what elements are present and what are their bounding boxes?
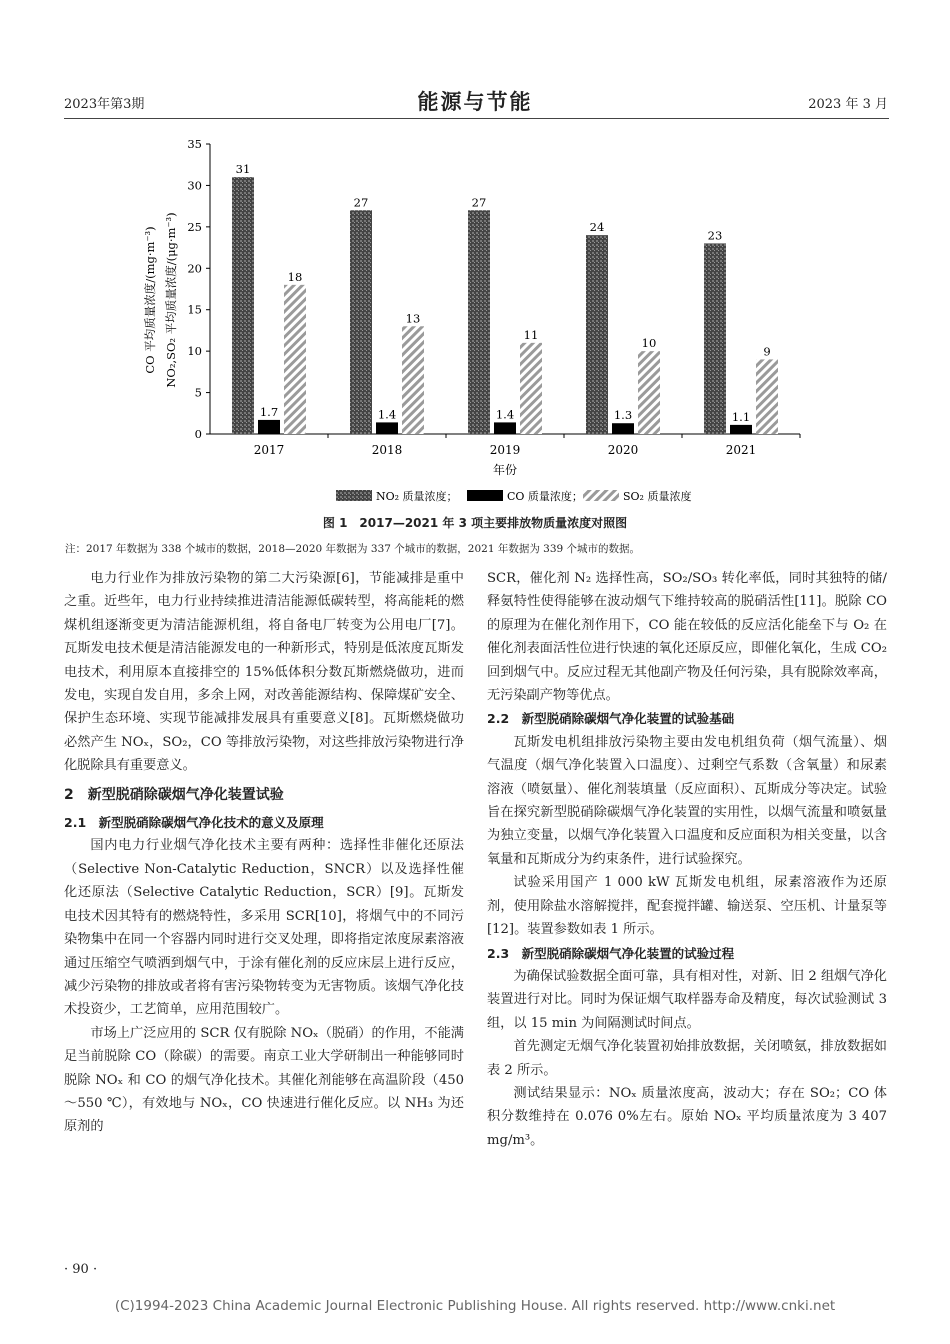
legend-swatch-co [467,490,503,501]
data-label: 1.3 [613,408,633,423]
figure-caption: 图 1 2017—2021 年 3 项主要排放物质量浓度对照图 [322,516,628,530]
journal-title: 能源与节能 [417,89,533,114]
legend-swatch-so2 [583,490,619,501]
y-tick-label: 30 [187,178,202,193]
subsection-heading: 2.1 新型脱硝除碳烟气净化技术的意义及原理 [64,815,324,831]
bar-so2 [638,351,660,434]
paragraph: 首先测定无烟气净化装置初始排放数据，关闭喷氨，排放数据如表 2 所示。 [487,1039,887,1078]
section-heading: 2 新型脱硝除碳烟气净化装置试验 [64,786,284,803]
y-tick-label: 10 [187,344,202,359]
bar-so2 [284,285,306,434]
data-label: 18 [287,269,303,284]
paragraph: SCR，催化剂 N₂ 选择性高，SO₂/SO₃ 转化率低，同时其独特的储/释氨特性使得能够在波动烟气下维持较高的脱硝活性[11]。脱除 CO 的原理为在催化剂作用下，CO 能在较低的反应活化能垒下与 O₂ 在催化剂表面活性位进行快速的氧化还原反应，即催化氧化，生成 CO₂ 回到烟气中。反应过程无其他副产物及任何污染，具有脱除效率高，无污染副产物等优点。 [487,571,887,704]
y-tick-label: 35 [187,137,202,151]
y-tick-label: 20 [187,261,202,276]
y-tick-label: 25 [187,219,202,234]
data-label: 1.1 [731,409,751,424]
legend-label-co: CO 质量浓度； [507,490,583,503]
legend-label-so2: SO₂ 质量浓度 [623,490,692,503]
subsection-heading: 2.3 新型脱硝除碳烟气净化装置的试验过程 [487,945,735,961]
legend-swatch-no2 [336,490,372,501]
data-label: 11 [523,327,539,342]
bar-no2 [468,210,490,434]
data-label: 1.7 [259,404,279,419]
data-label: 27 [471,195,487,210]
bar-so2 [402,326,424,434]
bar-no2 [350,210,372,434]
bar-no2 [586,235,608,434]
bar-co [494,422,516,434]
bar-co [376,422,398,434]
data-label: 27 [353,195,369,210]
paragraph: 国内电力行业烟气净化技术主要有两种：选择性非催化还原法（Selective Non-Catalytic Reduction，SNCR）以及选择性催化还原法（Selective Catalytic Reduction，SCR）[9]。瓦斯发电技术因其特有的燃烧特性，多采用 SCR[10]，将烟气中的不同污染物集中在同一个容器内同时进行交叉处理，即将指定浓度尿素溶液通过压缩空气喷洒到烟气中，于涂有催化剂的反应床层上进行反应，减少污染物的排放或者将有害污染物转变为无害物质。该烟气净化技术投资少，工艺简单，应用范围较广。 [64,838,464,1018]
x-tick-label: 2021 [725,443,757,457]
bar-no2 [232,177,254,434]
data-label: 31 [235,162,251,177]
data-label: 9 [763,344,771,359]
data-label: 13 [405,311,421,326]
bar-chart [0,0,950,510]
y-axis-label-co: CO 平均质量浓度/(mg·m⁻³) [143,226,157,374]
y-tick-label: 5 [194,385,202,400]
left-column [64,567,464,1139]
data-label: 10 [641,336,657,351]
x-tick-label: 2019 [489,443,521,457]
bar-no2 [704,243,726,434]
paragraph: 试验采用国产 1 000 kW 瓦斯发电机组，尿素溶液作为还原剂，使用除盐水溶解搅拌，配套搅拌罐、输送泵、空压机、计量泵等[12]。装置参数如表 1 所示。 [487,875,887,938]
paragraph: 市场上广泛应用的 SCR 仅有脱除 NOₓ（脱硝）的作用，不能满足当前脱除 CO（除碳）的需要。南京工业大学研制出一种能够同时脱除 NOₓ 和 CO 的烟气净化技术。其催化剂能够在高温阶段（450～550 ℃），有效地与 NOₓ，CO 快速进行催化反应。以 NH₃ 为还原剂的 [64,1025,464,1135]
legend [336,489,691,503]
bar-co [258,420,280,434]
page-number: · 90 · [64,1262,98,1277]
data-label: 24 [589,220,605,235]
right-column [487,567,887,1152]
paragraph: 瓦斯发电机组排放污染物主要由发电机组负荷（烟气流量）、烟气温度（烟气净化装置入口温度）、过剩空气系数（含氧量）和尿素溶液（喷氨量）、催化剂装填量（反应面积）、瓦斯成分等决定。试验旨在探究新型脱硝除碳烟气净化装置的实用性，以烟气流量和喷氨量为独立变量，以烟气净化装置入口温度和反应面积为相关变量，以含氧量和瓦斯成分为约束条件，进行试验探究。 [487,734,887,867]
y-tick-label: 0 [194,427,202,441]
data-label: 1.4 [377,407,397,422]
bar-so2 [520,343,542,434]
paragraph: 电力行业作为排放污染物的第二大污染源[6]，节能减排是重中之重。近些年，电力行业持续推进清洁能源低碳转型，将高能耗的燃煤机组逐渐变更为清洁能源机组，将自备电厂转变为公用电厂[7]。瓦斯发电技术便是清洁能源发电的一种新形式，特别是低浓度瓦斯发电技术，利用原本直接排空的 15%低体积分数瓦斯燃烧做功，进而发电，实现自发自用，多余上网，对改善能源结构、保障煤矿安全、保护生态环境、实现节能减排发展具有重要意义[8]。瓦斯燃烧做功必然产生 NOₓ，SO₂，CO 等排放污染物，对这些排放污染物进行净化脱除具有重要意义。 [64,571,464,774]
bar-co [612,423,634,434]
copyright-footer: (C)1994-2023 China Academic Journal Electronic Publishing House. All rights reserved. http://www.cnki.net [114,1298,836,1314]
x-tick-label: 2017 [253,443,285,457]
data-label: 23 [707,228,723,243]
legend-label-no2: NO₂ 质量浓度； [376,490,458,503]
data-label: 1.4 [495,407,515,422]
header-issue: 2023年第3期 [64,97,145,112]
subsection-heading: 2.2 新型脱硝除碳烟气净化装置的试验基础 [487,711,735,727]
x-tick-label: 2020 [607,443,639,457]
paragraph: 测试结果显示：NOₓ 质量浓度高，波动大；存在 SO₂；CO 体积分数维持在 0.076 0%左右。原始 NOₓ 平均质量浓度为 3 407 mg/m³。 [487,1085,887,1148]
header-date: 2023 年 3 月 [808,97,888,112]
y-axis-label-no2-so2: NO₂,SO₂ 平均质量浓度/(μg·m⁻³) [164,212,178,388]
x-tick-label: 2018 [371,443,403,457]
bar-so2 [756,359,778,434]
bar-co [730,425,752,434]
x-axis-label: 年份 [492,463,518,477]
y-tick-label: 15 [187,302,202,317]
figure-note: 注：2017 年数据为 338 个城市的数据，2018—2020 年数据为 337 个城市的数据，2021 年数据为 339 个城市的数据。 [65,543,641,555]
paragraph: 为确保试验数据全面可靠，具有相对性，对新、旧 2 组烟气净化装置进行对比。同时为保证烟气取样器寿命及精度，每次试验测试 3 组，以 15 min 为间隔测试时间点。 [487,968,887,1031]
